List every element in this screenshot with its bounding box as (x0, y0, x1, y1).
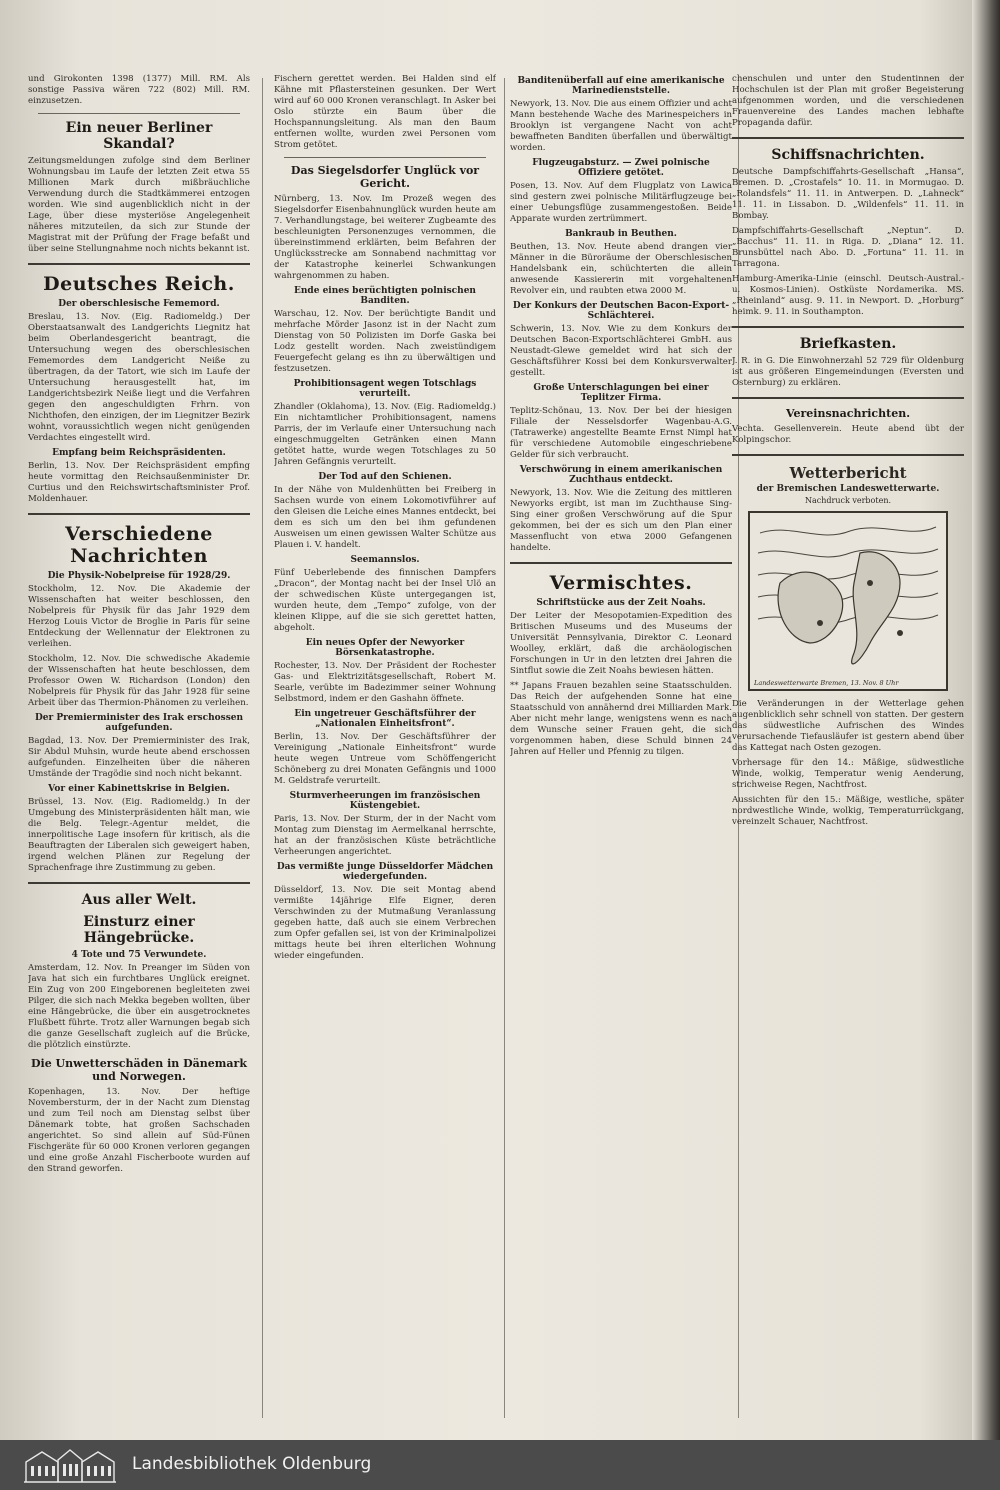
article-text: Fünf Ueberlebende des finnischen Dampfers „Dracon“, der Montag nacht bei der Insel Ulö an der schwedischen Küste untergegangen ist, wurden heute, dem „Tempo“ zufolge, von der kleinen Klippe, auf die sie sich gerettet hatten, abgeholt. (274, 568, 496, 633)
subheadline: Bankraub in Beuthen. (565, 229, 677, 239)
subheadline: Verschwörung in einem amerikanischen Zuchthaus entdeckt. (519, 465, 723, 485)
article-text: Vorhersage für den 14.: Mäßige, südwestliche Winde, wolkig, Temperatur wenig Aenderung, strichweise Regen, Nachtfrost. (732, 758, 964, 790)
article-text: Warschau, 12. Nov. Der berüchtigte Bandit und mehrfache Mörder Jasonz ist in der Nacht zum Dienstag von 50 Polizisten im Dorfe Gaska bei Lodz gestellt worden. Nach zweistündigem Feuergefecht gelang es ihn zu überwältigen und festzusetzen. (274, 309, 496, 374)
library-footer-bar (0, 1440, 1000, 1490)
section-deutsches-reich: Deutsches Reich. (43, 273, 235, 295)
divider (28, 882, 250, 884)
subheadline: Ein neues Opfer der Newyorker Börsenkatastrophe. (305, 638, 465, 658)
article-text: Fischern gerettet werden. Bei Halden sind elf Kähne mit Pflastersteinen gesunken. Der Wert wird auf 60 000 Kronen veranschlagt. In Asker bei Oslo stürzte ein Baum über die Hochspannungsleitung. Als man den Baum entfernen wollte, wurden zwei Personen vom Strom getötet. (274, 74, 496, 150)
library-name: Landesbibliothek Oldenburg (132, 1454, 372, 1474)
divider (284, 157, 486, 158)
newspaper-page (26, 74, 966, 1426)
section-vereinsnachrichten: Vereinsnachrichten. (785, 407, 911, 420)
subheadline: 4 Tote und 75 Verwundete. (71, 950, 207, 960)
library-building-logo (22, 1446, 118, 1484)
column-rule (504, 78, 505, 1418)
weather-title: Wetterbericht (789, 464, 907, 482)
subheadline: Der Tod auf den Schienen. (318, 472, 452, 482)
subheadline: Die Physik-Nobelpreise für 1928/29. (47, 571, 231, 581)
article-text: Rochester, 13. Nov. Der Präsident der Rochester Gas- und Elektrizitätsgesellschaft, Robert M. Searle, verübte im Badezimmer seiner Wohnung Selbstmord, indem er den Gashahn öffnete. (274, 661, 496, 704)
section-briefkasten: Briefkasten. (799, 336, 897, 352)
article-text: Berlin, 13. Nov. Der Geschäftsführer der Vereinigung „Nationale Einheitsfront“ wurde heute wegen Untreue vom Schöffengericht Schöneberg zu drei Monaten Gefängnis und 1000 M. Geldstrafe verurteilt. (274, 732, 496, 786)
subheadline: Schriftstücke aus der Zeit Noahs. (536, 598, 706, 608)
column-3 (510, 74, 732, 1426)
subheadline: Vor einer Kabinettskrise in Belgien. (48, 784, 230, 794)
divider (28, 263, 250, 265)
divider (732, 454, 964, 456)
article-text: Berlin, 13. Nov. Der Reichspräsident empfing heute vormittag den Reichsaußenminister Dr. Curtius und den Reichswirtschaftsminister Prof. Moldenhauer. (28, 461, 250, 504)
article-text: Deutsche Dampfschiffahrts-Gesellschaft „Hansa“, Bremen. D. „Crostafels“ 10. 11. in Mormugao. D. „Rolandsfels“ 11. 11. in Antwerpen. D. „Lahneck“ 11. 11. in Lissabon. D. „Wildenfels“ 11. 11. in Bombay. (732, 167, 964, 221)
article-text: Brüssel, 13. Nov. (Eig. Radiomeldg.) In der Umgebung des Ministerpräsidenten hält man, wie die Belg. Telegr.-Agentur meldet, die innerpolitische Lage insofern für kritisch, als die Beauftragten der Liberalen sich geweigert haben, irgend welchen Plänen zur Regelung der Sprachenfrage ihre Zustimmung zu geben. (28, 797, 250, 873)
article-text: Beuthen, 13. Nov. Heute abend drangen vier Männer in die Büroräume der Oberschlesischen Handelsbank ein, schüchterten die allein anwesende Kassiererin mit vorgehaltenen Revolver ein, und raubten etwa 2000 M. (510, 242, 732, 296)
subheadline: Ein ungetreuer Geschäftsführer der „Nationalen Einheitsfront“. (294, 709, 476, 729)
article-text: Nürnberg, 13. Nov. Im Prozeß wegen des Siegelsdorfer Eisenbahnunglück wurden heute am 7. Verhandlungstage, bei weiterer Zugbeamte des beschleunigten Personenzuges vernommen, die übereinstimmend erklärten, beim Befahren der Unglücksstrecke am Sonnabend nachmittag vor der Katastrophe keinerlei Schwankungen wahrgenommen zu haben. (274, 194, 496, 281)
subheadline: Ende eines berüchtigten polnischen Banditen. (294, 286, 476, 306)
subheadline: Empfang beim Reichspräsidenten. (52, 448, 226, 458)
weather-map-graphic (750, 513, 946, 689)
subheadline: Das vermißte junge Düsseldorfer Mädchen wiedergefunden. (276, 862, 494, 882)
divider (732, 326, 964, 328)
headline-unwetter: Die Unwetterschäden in Dänemark und Norwegen. (31, 1057, 247, 1083)
article-text: Stockholm, 12. Nov. Die Akademie der Wissenschaften hat weiter beschlossen, den Nobelpreis für Physik für das Jahr 1929 dem Herzog Louis Victor de Broglie in Paris für seine Entdeckung der Wellennatur der Elektronen zu verleihen. (28, 584, 250, 649)
column-2 (274, 74, 496, 1426)
article-text: ** Japans Frauen bezahlen seine Staatsschulden. Das Reich der aufgehenden Sonne hat eine Staatsschuld von annähernd drei Milliarden Mark. Aber nicht mehr lange, wenigstens wenn es nach dem Wunsche seiner Frauen geht, die sich vorgenommen haben, diese Schuld binnen 24 Jahren auf Heller und Pfennig zu tilgen. (510, 681, 732, 757)
subheadline: Der Konkurs der Deutschen Bacon-Export-Schlächterei. (512, 301, 730, 321)
subheadline: Banditenüberfall auf eine amerikanische Marinedienststelle. (517, 76, 725, 96)
headline-haengebruecke: Einsturz einer Hängebrücke. (83, 914, 195, 946)
divider (732, 397, 964, 399)
article-text: Schwerin, 13. Nov. Wie zu dem Konkurs der Deutschen Bacon-Exportschlächterei GmbH. aus Neustadt-Glewe gemeldet wird hat sich der Geschäftsführer Kossi bei dem Konkursverwalter gestellt. (510, 324, 732, 378)
article-text: Breslau, 13. Nov. (Eig. Radiomeldg.) Der Oberstaatsanwalt des Landgerichts Liegnitz hat beim Oberlandesgericht beantragt, die Untersuchung wegen des oberschlesischen Fememordes dem Landgericht Neiße zu übertragen, da der Tatort, wie sich im Laufe der Untersuchung herausgestellt hat, im Landgerichtsbezirk Neiße liegt und die Verfahren gegen den angeschuldigten Frhrn. von Nichthofen, den einzigen, der im Liegnitzer Bezirk wohnt, voraussichtlich wegen nicht genügenden Verdachtes eingestellt wird. (28, 312, 250, 443)
article-text: chenschulen und unter den Studentinnen der Hochschulen ist der Plan mit großer Begeisterung aufgenommen worden, und die verschiedenen Frauenvereine des Landes machen lebhafte Propaganda dafür. (732, 74, 964, 128)
subheadline: Prohibitionsagent wegen Totschlags verurteilt. (293, 379, 477, 399)
divider (510, 562, 732, 564)
subheadline: Sturmverheerungen im französischen Küstengebiet. (289, 791, 481, 811)
section-schiffsnachrichten: Schiffsnachrichten. (771, 147, 925, 163)
article-text: Aussichten für den 15.: Mäßige, westliche, später nordwestliche Winde, wolkig, Temperaturrückgang, vereinzelt Schauer, Nachtfrost. (732, 795, 964, 827)
divider (28, 513, 250, 515)
article-text: Stockholm, 12. Nov. Die schwedische Akademie der Wissenschaften hat heute beschlossen, dem Professor Owen W. Richardson (London) den Nobelpreis für Physik für das Jahr 1928 für seine Arbeit über das Thermion-Phänomen zu verleihen. (28, 654, 250, 708)
article-text: Der Leiter der Mesopotamien-Expedition des Britischen Museums und des Museums der Universität Pennsylvania, Direktor C. Leonard Woolley, erklärt, daß die archäologischen Forschungen in Ur in den letzten drei Jahren die Sintflut sowie die Zeit Noahs bewiesen hätten. (510, 611, 732, 676)
book-spine-shadow (972, 0, 1000, 1440)
article-text: Die Veränderungen in der Wetterlage gehen augenblicklich sehr schnell von statten. Der gestern das südwestliche Aufrischen des Windes verursachende Tiefausläufer ist gestern abend über das Kattegat nach Osten gezogen. (732, 699, 964, 753)
subheadline: Der Premierminister des Irak erschossen aufgefunden. (34, 713, 244, 733)
article-text: Kopenhagen, 13. Nov. Der heftige Novembersturm, der in der Nacht zum Dienstag und zum Teil noch am Dienstag selbst über Dänemark tobte, hat großen Sachschaden angerichtet. So sind allein auf Süd-Fünen Fischgeräte für 60 000 Kronen verloren gegangen und eine große Anzahl Fischerboote wurden auf den Strand geworfen. (28, 1087, 250, 1174)
section-verschiedene-nachrichten: Verschiedene Nachrichten (65, 523, 213, 567)
divider (38, 113, 240, 114)
article-text: In der Nähe von Muldenhütten bei Freiberg in Sachsen wurde von einem Lokomotivführer auf den Gleisen die Leiche eines Mannes entdeckt, bei dem es sich um den bei ihm gefundenen Ausweisen um einen gewissen Walter Schütze aus Plauen i. V. handelt. (274, 485, 496, 550)
column-4 (732, 74, 964, 1426)
divider (732, 137, 964, 139)
weather-subtitle: der Bremischen Landeswetterwarte. (756, 484, 940, 494)
article-text: Vechta. Gesellenverein. Heute abend übt der Kolpingschor. (732, 424, 964, 445)
article-text: Newyork, 13. Nov. Die aus einem Offizier und acht Mann bestehende Wache des Marinespeichers in Brooklyn ist vergangene Nacht von acht bewaffneten Banditen überfallen und überwältigt worden. (510, 99, 732, 153)
article-text: Dampfschiffahrts-Gesellschaft „Neptun“. D. „Bacchus“ 11. 11. in Riga. D. „Diana“ 12. 11. Brunsbüttel nach Abo. D. „Fortuna“ 11. 11. in Tarragona. (732, 226, 964, 269)
article-text: Posen, 13. Nov. Auf dem Flugplatz von Lawica sind gestern zwei polnische Militärflugzeuge bei einer Uebungsflüge zusammengestoßen. Beide Apparate wurden zertrümmert. (510, 181, 732, 224)
article-text: Hamburg-Amerika-Linie (einschl. Deutsch-Austral.- u. Kosmos-Linien). Ostküste Nordamerika. MS. „Rheinland“ ausg. 9. 11. in Newport. D. „Horburg“ heimk. 9. 11. in Southampton. (732, 274, 964, 317)
article-text: Teplitz-Schönau, 13. Nov. Der bei der hiesigen Filiale der Nesselsdorfer Wagenbau-A.G. (Tatrawerke) angestellte Beamte Ernst Nimpl hat für verschiedene Automobile eingeschriebene Gelder für sich verbraucht. (510, 406, 732, 460)
column-rule (262, 78, 263, 1418)
article-text: Zhandler (Oklahoma), 13. Nov. (Eig. Radiomeldg.) Ein nichtamtlicher Prohibitionsagent, namens Parris, der im Verlaufe einer Untersuchung nach eingeschmuggelten Getränken einen Mann getötet hatte, wurde wegen Totschlages zu 50 Jahren Gefängnis verurteilt. (274, 402, 496, 467)
intro-text: und Girokonten 1398 (1377) Mill. RM. Als sonstige Passiva wären 722 (802) Mill. RM. einzusetzen. (28, 74, 250, 106)
subheadline: Große Unterschlagungen bei einer Teplitzer Firma. (533, 383, 709, 403)
article-text: J. R. in G. Die Einwohnerzahl 52 729 für Oldenburg ist aus größeren Eingemeindungen (Eversten und Osternburg) zu erklären. (732, 356, 964, 388)
weather-map (748, 511, 948, 691)
article-text: Newyork, 13. Nov. Wie die Zeitung des mittleren Newyorks ergibt, ist man im Zuchthause Sing-Sing einer großen Verschwörung auf die Spur gekommen, bei der es sich um den Plan einer Massenflucht von etwa 2000 Gefangenen handelte. (510, 488, 732, 553)
subheadline: Flugzeugabsturz. — Zwei polnische Offiziere getötet. (532, 158, 710, 178)
headline-berlin-scandal: Ein neuer Berliner Skandal? (65, 120, 213, 152)
weather-note: Nachdruck verboten. (804, 496, 892, 505)
subheadline: Der oberschlesische Fememord. (58, 299, 220, 309)
article-text: Paris, 13. Nov. Der Sturm, der in der Nacht vom Montag zum Dienstag im Aermelkanal herrschte, hat an der französischen Küste beträchtliche Verheerungen angerichtet. (274, 814, 496, 857)
weather-map-label: Landeswetterwarte Bremen, 13. Nov. 8 Uhr (754, 679, 899, 687)
article-text: Amsterdam, 12. Nov. In Preanger im Süden von Java hat sich ein furchtbares Unglück ereignet. Ein Zug von 200 Eingeborenen begleiteten zwei Pilger, die sich nach Mekka begeben wollten, über eine Hängebrücke, die über ein ausgetrocknetes Flußbett führte. Trotz aller Warnungen begab sich die ganze Gesellschaft zugleich auf die Brücke, die plötzlich einstürzte. (28, 963, 250, 1050)
section-vermischtes: Vermischtes. (549, 572, 693, 594)
section-aus-aller-welt: Aus aller Welt. (81, 892, 197, 908)
headline-siegelsdorf: Das Siegelsdorfer Unglück vor Gericht. (290, 164, 480, 190)
article-text: Düsseldorf, 13. Nov. Die seit Montag abend vermißte 14jährige Elfe Eigner, deren Verschwinden zu der Mutmaßung Veranlassung gegeben hatte, daß auch sie einem Verbrechen zum Opfer gefallen sei, ist von der Kriminalpolizei mittags heute bei ihren elterlichen Wohnung wieder eingefunden. (274, 885, 496, 961)
article-text: Bagdad, 13. Nov. Der Premierminister des Irak, Sir Abdul Muhsin, wurde heute abend erschossen aufgefunden. Einzelheiten über die näheren Umstände der Tragödie sind noch nicht bekannt. (28, 736, 250, 779)
article-text: Zeitungsmeldungen zufolge sind dem Berliner Wohnungsbau im Laufe der letzten Zeit etwa 55 Millionen Mark durch mißbräuchliche Verwendung durch die Stadtkämmerei entzogen worden. Wie sind augenblicklich nicht in der Lage, über diese mysteriöse Angelegenheit näheres mitzuteilen, da sich zur Stunde der Magistrat mit der Prüfung der Frage befaßt und über seine Stellungnahme noch nichts bekannt ist. (28, 156, 250, 254)
subheadline: Seemannslos. (350, 555, 420, 565)
column-1 (28, 74, 250, 1426)
